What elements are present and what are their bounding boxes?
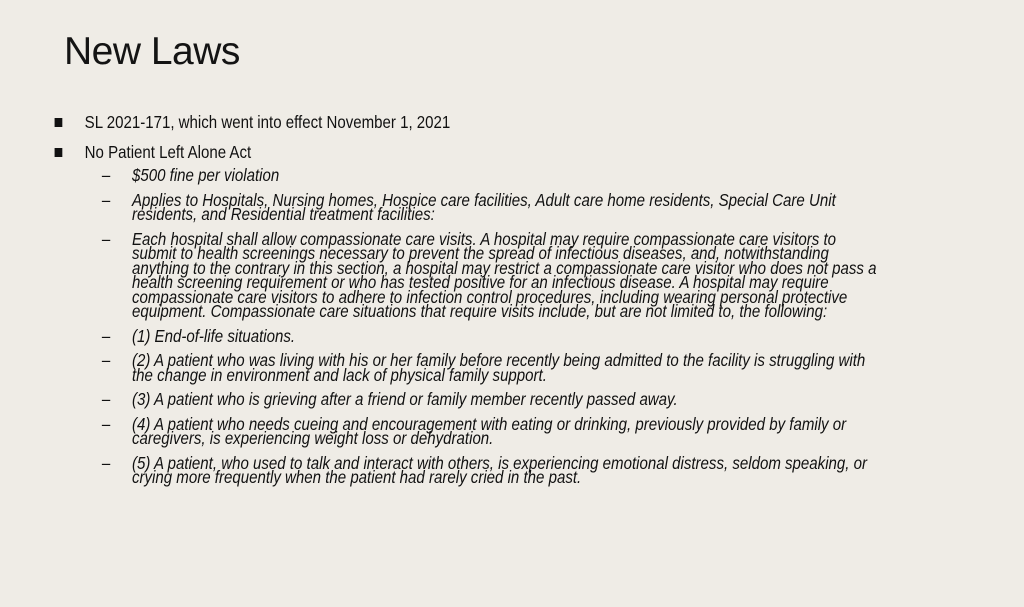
sub-item-text: (3) A patient who is grieving after a friend or family member recently passed away. bbox=[131, 389, 678, 409]
bullet-text: No Patient Left Alone Act bbox=[84, 142, 252, 162]
sub-item-text: Applies to Hospitals, Nursing homes, Hospice care facilities, Adult care home residents, Special Care Unit residents, and Residential treatment facilities: bbox=[131, 189, 836, 224]
dash-bullet-icon: – bbox=[101, 228, 111, 249]
slide-content bbox=[52, 112, 929, 495]
dash-bullet-icon: – bbox=[101, 325, 111, 346]
sub-item-text: Each hospital shall allow compassionate care visits. A hospital may require compassionate care visitors to submit to health screenings necessary to prevent the spread of infectious diseases, and, notwithstanding anything to the contrary in this section, a hospital may restrict a compassionate care visitor who does not pass a health screening requirement or who has tested positive for an infectious disease. A hospital may require compassionate care visitors to adhere to infection control procedures, including wearing personal protective equipment. Compassionate care situations that require visits include, but are not limited to, the following: bbox=[131, 228, 877, 321]
sub-item bbox=[52, 413, 880, 448]
bullet-item bbox=[52, 142, 929, 162]
sub-item bbox=[52, 325, 880, 346]
dash-bullet-icon: – bbox=[101, 389, 111, 409]
dash-bullet-icon: – bbox=[101, 413, 111, 434]
sub-item-text: (1) End-of-life situations. bbox=[131, 325, 296, 346]
slide-title: New Laws bbox=[64, 30, 240, 73]
sub-item bbox=[52, 350, 880, 385]
sub-item bbox=[52, 452, 880, 487]
sub-item bbox=[52, 189, 880, 224]
bullet-text: SL 2021-171, which went into effect November 1, 2021 bbox=[84, 112, 451, 132]
dash-bullet-icon: – bbox=[101, 189, 111, 210]
sub-item bbox=[52, 389, 880, 409]
dash-bullet-icon: – bbox=[101, 350, 111, 370]
sub-item bbox=[52, 228, 880, 321]
dash-bullet-icon: – bbox=[101, 452, 111, 473]
sub-item-text: $500 fine per violation bbox=[131, 165, 280, 185]
bullet-item bbox=[52, 112, 929, 132]
dash-bullet-icon: – bbox=[101, 165, 111, 185]
sub-item-text: (4) A patient who needs cueing and encouragement with eating or drinking, previously provided by family or caregivers, is experiencing weight loss or dehydration. bbox=[131, 413, 847, 448]
sub-item bbox=[52, 165, 880, 185]
square-bullet-icon bbox=[55, 118, 63, 127]
square-bullet-icon bbox=[55, 148, 63, 157]
sub-item-text: (5) A patient, who used to talk and interact with others, is experiencing emotional distress, seldom speaking, or crying more frequently when the patient had rarely cried in the past. bbox=[131, 452, 868, 487]
sub-item-text: (2) A patient who was living with his or her family before recently being admitted to the facility is struggling with the change in environment and lack of physical family support. bbox=[131, 350, 866, 385]
